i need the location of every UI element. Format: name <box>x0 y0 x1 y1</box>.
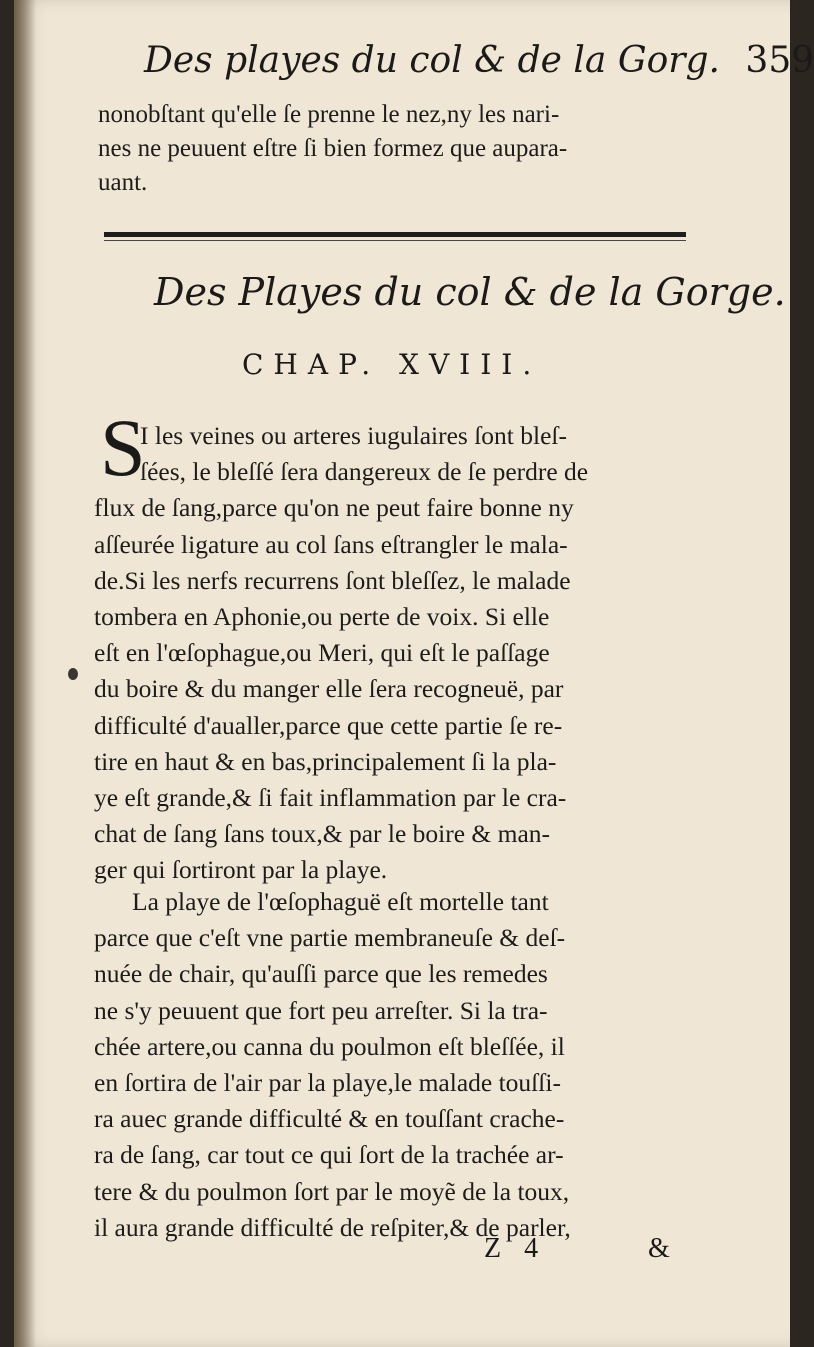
text-line: difficulté d'aualler,parce que cette partie ſe re- <box>94 710 563 740</box>
drop-cap: S <box>100 402 146 493</box>
text-line: parce que c'eſt vne partie membraneuſe & deſ- <box>94 923 566 953</box>
text-line: ra de ſang, car tout ce qui ſort de la trachée ar- <box>94 1140 564 1170</box>
chapter-heading: CHAP. XVIII. <box>242 348 542 381</box>
ink-spot <box>68 668 78 680</box>
paragraph-1 <box>94 418 588 889</box>
text-line: nuée de chair, qu'auſſi parce que les remedes <box>94 959 548 989</box>
text-line: ra auec grande difficulté & en touſſant crache- <box>94 1104 565 1134</box>
page-number: 359 <box>745 40 814 81</box>
text-line: chat de ſang ſans toux,& par le boire & man- <box>94 819 551 849</box>
paragraph-2 <box>94 884 571 1246</box>
text-line: ſées, le bleſſé ſera dangereux de ſe perdre de <box>140 457 589 487</box>
text-line: tombera en Aphonie,ou perte de voix. Si elle <box>94 602 550 632</box>
section-divider-thin-rule <box>104 240 686 241</box>
text-line: tere & du poulmon ſort par le moyẽ de la toux, <box>94 1176 570 1206</box>
continuation-text <box>98 98 567 200</box>
text-line: nonobſtant qu'elle ſe prenne le nez,ny les nari- <box>98 101 560 128</box>
text-line: eſt en l'œſophague,ou Meri, qui eſt le paſſage <box>94 638 550 668</box>
text-line: I les veines ou arteres iugulaires ſont bleſ- <box>140 421 567 450</box>
text-line: en ſortira de l'air par la playe,le malade touſſi- <box>94 1068 561 1098</box>
text-line: nes ne peuuent eſtre ſi bien formez que aupara- <box>98 135 568 162</box>
text-line: La playe de l'œſophaguë eſt mortelle tant <box>132 887 549 916</box>
running-head-title: Des playes du col & de la Gorg. <box>144 40 720 81</box>
running-head <box>144 40 814 81</box>
catchword: & <box>648 1233 670 1264</box>
text-line: tire en haut & en bas,principalement ſi la pla- <box>94 746 557 776</box>
book-page <box>14 0 814 1347</box>
text-line: aſſeurée ligature au col ſans eſtrangler le mala- <box>94 529 568 559</box>
text-line: ne s'y peuuent que fort peu arreſter. Si la tra- <box>94 995 548 1025</box>
text-line: uant. <box>98 169 148 196</box>
text-line: chée artere,ou canna du poulmon eſt bleſſée, il <box>94 1031 565 1061</box>
text-line: ye eſt grande,& ſi fait inflammation par le cra- <box>94 783 567 813</box>
text-line: ger qui ſortiront par la playe. <box>94 855 388 885</box>
text-line: flux de ſang,parce qu'on ne peut faire bonne ny <box>94 493 574 523</box>
section-divider-rule <box>104 232 686 237</box>
text-line: du boire & du manger elle ſera recogneuë, par <box>94 674 564 704</box>
page-gutter-shadow <box>14 0 36 1347</box>
section-title: Des Playes du col & de la Gorge. <box>154 270 786 314</box>
text-line: il aura grande difficulté de reſpiter,& de parler, <box>94 1212 571 1242</box>
signature-mark: Z 4 <box>484 1233 547 1264</box>
text-line: de.Si les nerfs recurrens ſont bleſſez, le malade <box>94 565 571 595</box>
